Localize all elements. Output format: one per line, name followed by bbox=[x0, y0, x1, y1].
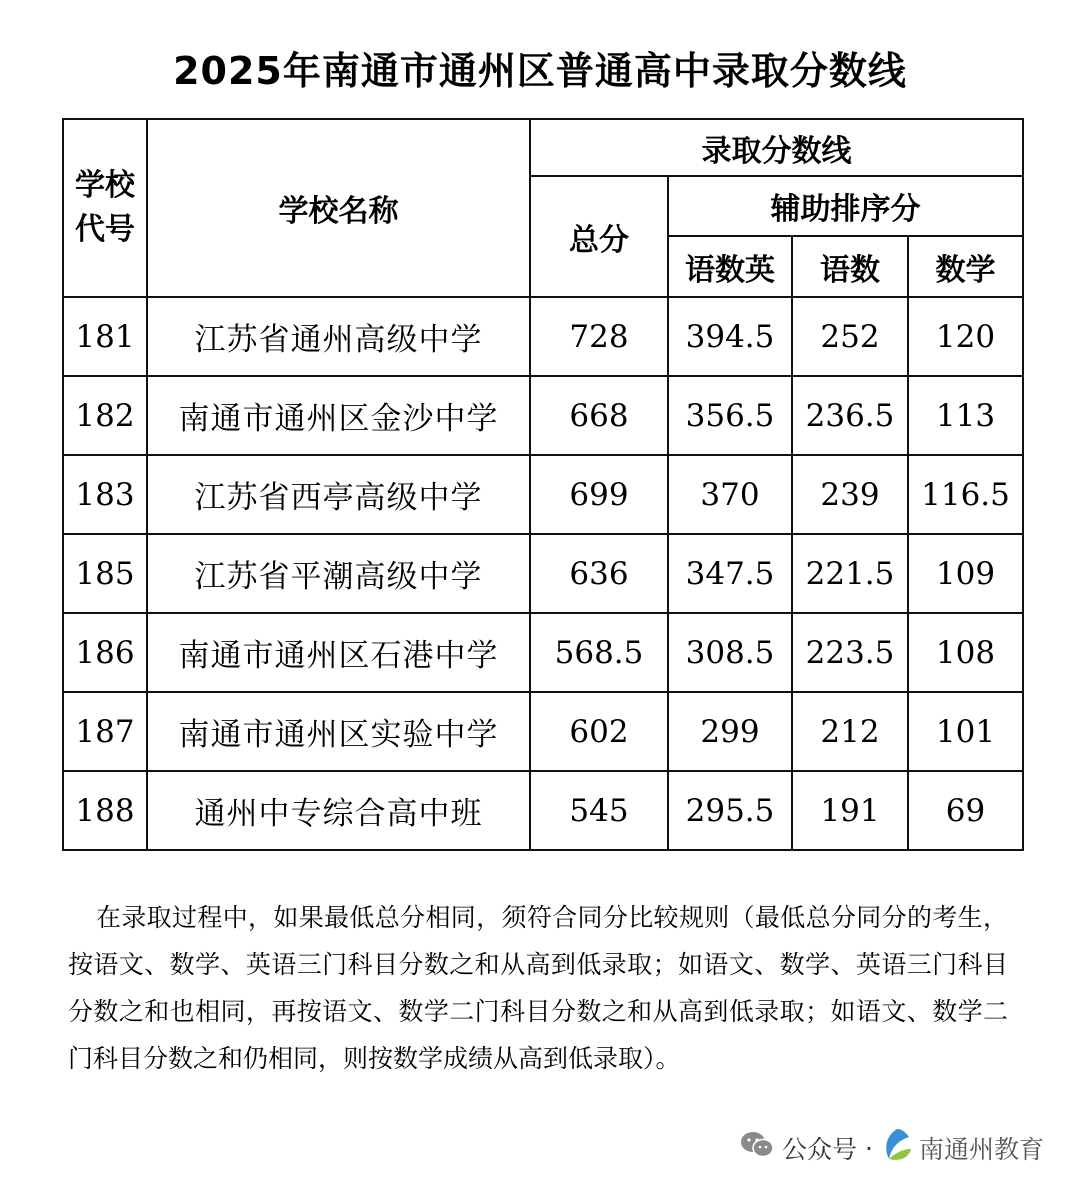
cell-code: 182 bbox=[63, 376, 147, 455]
header-school-code bbox=[63, 119, 147, 297]
cell-cm: 239 bbox=[792, 455, 908, 534]
cell-cme: 356.5 bbox=[668, 376, 792, 455]
cell-math: 101 bbox=[908, 692, 1023, 771]
cell-code: 188 bbox=[63, 771, 147, 850]
cell-total: 699 bbox=[530, 455, 668, 534]
tie-break-rule-note: 在录取过程中，如果最低总分相同，须符合同分比较规则（最低总分同分的考生，按语文、数学、英语三门科目分数之和从高到低录取；如语文、数学、英语三门科目分数之和也相同，再按语文、数学二门科目分数之和从高到低录取；如语文、数学二门科目分数之和仍相同，则按数学成绩从高到低录取）。 bbox=[68, 903, 1008, 1073]
account-name: 南通州教育 bbox=[918, 1135, 1044, 1164]
header-chinese-math-english: 语数英 bbox=[668, 236, 792, 297]
wechat-account-watermark[interactable] bbox=[740, 1128, 1044, 1168]
cell-code: 183 bbox=[63, 455, 147, 534]
cell-math: 109 bbox=[908, 534, 1023, 613]
cell-school-name: 南通市通州区金沙中学 bbox=[147, 376, 530, 455]
cell-math: 108 bbox=[908, 613, 1023, 692]
cell-math: 120 bbox=[908, 297, 1023, 376]
table-row bbox=[63, 613, 1023, 692]
cell-cm: 221.5 bbox=[792, 534, 908, 613]
table-row bbox=[63, 297, 1023, 376]
header-school-name: 学校名称 bbox=[147, 119, 530, 297]
cell-cme: 394.5 bbox=[668, 297, 792, 376]
table-row bbox=[63, 455, 1023, 534]
cell-total: 568.5 bbox=[530, 613, 668, 692]
cell-total: 602 bbox=[530, 692, 668, 771]
cell-code: 181 bbox=[63, 297, 147, 376]
cell-math: 113 bbox=[908, 376, 1023, 455]
page-title: 2025年南通市通州区普通高中录取分数线 bbox=[173, 49, 907, 93]
cell-school-name: 南通市通州区石港中学 bbox=[147, 613, 530, 692]
cell-school-name: 江苏省通州高级中学 bbox=[147, 297, 530, 376]
cell-math: 69 bbox=[908, 771, 1023, 850]
account-logo-icon bbox=[881, 1127, 913, 1169]
cell-code: 186 bbox=[63, 613, 147, 692]
table-row bbox=[63, 376, 1023, 455]
table-row bbox=[63, 771, 1023, 850]
cell-total: 728 bbox=[530, 297, 668, 376]
cell-total: 636 bbox=[530, 534, 668, 613]
cell-cme: 295.5 bbox=[668, 771, 792, 850]
table-row bbox=[63, 692, 1023, 771]
header-cutoff: 录取分数线 bbox=[530, 119, 1023, 176]
header-school-code-label: 学校代号 bbox=[75, 168, 135, 247]
platform-label: 公众号 bbox=[782, 1135, 858, 1164]
cell-school-name: 江苏省平潮高级中学 bbox=[147, 534, 530, 613]
header-total: 总分 bbox=[530, 176, 668, 297]
cell-cme: 347.5 bbox=[668, 534, 792, 613]
cell-school-name: 江苏省西亭高级中学 bbox=[147, 455, 530, 534]
cell-cme: 299 bbox=[668, 692, 792, 771]
cell-school-name: 通州中专综合高中班 bbox=[147, 771, 530, 850]
cell-school-name: 南通市通州区实验中学 bbox=[147, 692, 530, 771]
cell-cme: 370 bbox=[668, 455, 792, 534]
admission-score-table bbox=[62, 118, 1024, 851]
cell-cm: 252 bbox=[792, 297, 908, 376]
header-aux-sort: 辅助排序分 bbox=[668, 176, 1023, 236]
cell-total: 668 bbox=[530, 376, 668, 455]
cell-math: 116.5 bbox=[908, 455, 1023, 534]
cell-total: 545 bbox=[530, 771, 668, 850]
cell-cme: 308.5 bbox=[668, 613, 792, 692]
cell-cm: 212 bbox=[792, 692, 908, 771]
table-row bbox=[63, 534, 1023, 613]
cell-code: 187 bbox=[63, 692, 147, 771]
cell-cm: 191 bbox=[792, 771, 908, 850]
separator-dot: · bbox=[865, 1133, 873, 1163]
header-chinese-math: 语数 bbox=[792, 236, 908, 297]
cell-cm: 236.5 bbox=[792, 376, 908, 455]
header-math: 数学 bbox=[908, 236, 1023, 297]
cell-cm: 223.5 bbox=[792, 613, 908, 692]
cell-code: 185 bbox=[63, 534, 147, 613]
wechat-icon bbox=[740, 1131, 774, 1165]
